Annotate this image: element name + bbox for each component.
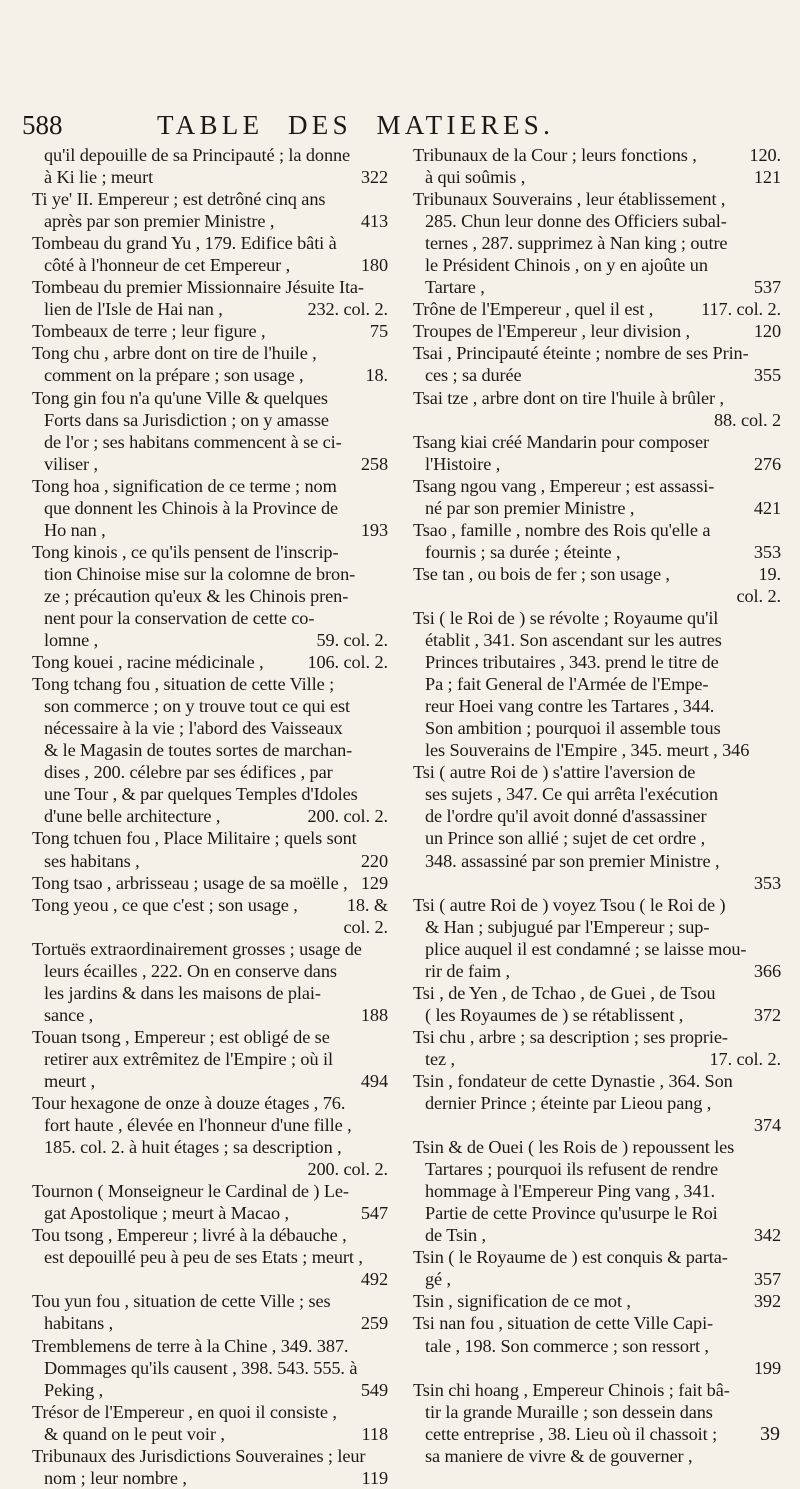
right-column [413,144,781,1467]
entry-text: 348. assassiné par son premier Ministre , [425,850,720,871]
entry-text: son commerce ; on y trouve tout ce qui est [44,696,350,717]
entry-text: Tombeau du premier Missionnaire Jésuite Ita- [32,277,364,298]
index-line [413,342,781,364]
index-line [32,916,388,938]
index-line [32,607,388,629]
entry-text: Tong kouei , racine médicinale , [32,652,264,673]
index-line [32,497,388,519]
page-reference: 549 [360,1379,388,1400]
index-line [413,1445,781,1467]
index-line [413,188,781,210]
index-line [32,805,388,827]
page-reference: 75 [369,321,388,342]
index-line [32,1158,388,1180]
entry-text: plice auquel il est condamné ; se laisse mou- [425,938,747,959]
entry-text: les Souverains de l'Empire , 345. meurt , 346 [425,740,750,761]
index-line [32,783,388,805]
index-line [32,1224,388,1246]
entry-text: Tsi ( autre Roi de ) voyez Tsou ( le Roi de ) [413,894,726,915]
page-reference: 18. [365,365,388,386]
page-reference: 357 [753,1269,781,1290]
index-line [32,431,388,453]
index-line [413,585,781,607]
entry-text: sa maniere de vivre & de gouverner , [425,1445,693,1466]
page-reference: 59. col. 2. [316,630,388,651]
entry-text: & le Magasin de toutes sortes de marchan- [44,740,353,761]
index-line [32,585,388,607]
index-line [32,1312,388,1334]
entry-text: nent pour la conservation de cette co- [44,607,315,628]
entry-text: Tong tchang fou , situation de cette Ville ; [32,674,335,695]
page-reference: 200. col. 2. [307,806,388,827]
index-line [32,387,388,409]
entry-text: Forts dans sa Jurisdiction ; on y amasse [44,409,329,430]
index-line [32,982,388,1004]
page-reference: 353 [753,541,781,562]
index-line [413,254,781,276]
entry-text: 285. Chun leur donne des Officiers subal- [425,211,727,232]
page-reference: 372 [753,1004,781,1025]
page-reference: 413 [360,211,388,232]
entry-text: le Président Chinois , on y en ajoûte un [425,255,708,276]
index-line [413,982,781,1004]
entry-text: ze ; précaution qu'eux & les Chinois pren- [44,585,349,606]
entry-text: Tribunaux Souverains , leur établissement , [413,189,726,210]
entry-text: Peking , [44,1379,104,1400]
entry-text: Tombeaux de terre ; leur figure , [32,321,266,342]
index-line [413,1423,781,1445]
index-line [32,453,388,475]
entry-text: Trésor de l'Empereur , en quoi il consiste , [32,1401,337,1422]
index-line [32,1445,388,1467]
entry-text: Tsin , signification de ce mot , [413,1291,631,1312]
entry-text: Tour hexagone de onze à douze étages , 76. [32,1093,346,1114]
entry-text: Tong hoa , signification de ce terme ; nom [32,475,337,496]
entry-text: Tsang ngou vang , Empereur ; est assassi- [413,475,715,496]
index-line [32,1246,388,1268]
page-reference: 188 [360,1004,388,1025]
entry-text: viliser , [44,453,98,474]
page-reference: 258 [360,453,388,474]
entry-text: que donnent les Chinois à la Province de [44,497,339,518]
entry-text: sance , [44,1004,94,1025]
index-line [413,541,781,563]
index-line [413,739,781,761]
page-reference: 353 [753,872,781,893]
index-line [32,695,388,717]
index-line [413,298,781,320]
page-reference: 19. [758,563,781,584]
entry-text: reur Hoei vang contre les Tartares , 344. [425,696,715,717]
index-line [413,916,781,938]
entry-text: Tsi ( autre Roi de ) s'attire l'aversion de [413,762,696,783]
index-line [413,1401,781,1423]
index-line [413,1026,781,1048]
index-line [413,497,781,519]
index-line [413,1335,781,1357]
page-reference: 180 [360,255,388,276]
index-line [32,761,388,783]
entry-text: Tong gin fou n'a qu'une Ville & quelques [32,387,328,408]
index-line [32,894,388,916]
page-title: TABLE DES MATIERES. [157,110,555,140]
index-line [413,387,781,409]
page-reference: col. 2. [343,916,388,937]
index-line [413,431,781,453]
entry-text: rir de faim , [425,960,510,981]
index-line [413,938,781,960]
index-line [413,1070,781,1092]
entry-text: ses habitans , [44,850,140,871]
index-line [32,1026,388,1048]
index-line [413,1092,781,1114]
entry-text: gé , [425,1269,451,1290]
page-reference: 117. col. 2. [701,299,781,320]
entry-text: Tsai , Principauté éteinte ; nombre de ses Prin- [413,343,749,364]
entry-text: Tartare , [425,277,485,298]
index-line [32,1423,388,1445]
entry-text: Son ambition ; pourquoi il assemble tous [425,718,721,739]
catchword: 39 [760,1423,780,1445]
entry-text: Tong yeou , ce que c'est ; son usage , [32,894,298,915]
page-reference: 199 [753,1357,781,1378]
index-line [32,409,388,431]
entry-text: Troupes de l'Empereur , leur division , [413,321,690,342]
page-reference: 492 [360,1269,388,1290]
index-line [413,850,781,872]
index-line [32,938,388,960]
entry-text: les jardins & dans les maisons de plai- [44,982,321,1003]
index-line [413,1202,781,1224]
entry-text: Dommages qu'ils causent , 398. 543. 555. à [44,1357,358,1378]
page-reference: 193 [360,519,388,540]
index-line [32,717,388,739]
page-reference: 342 [753,1225,781,1246]
index-line [413,717,781,739]
index-line [32,960,388,982]
page-reference: 421 [753,497,781,518]
page-reference: 129 [360,872,388,893]
index-line [32,1136,388,1158]
index-line [413,761,781,783]
index-line [32,1202,388,1224]
index-line [32,519,388,541]
page-reference: 118 [361,1423,388,1444]
page-number: 588 [22,110,63,140]
index-line [32,1379,388,1401]
index-line [32,673,388,695]
entry-text: l'Histoire , [425,453,501,474]
entry-text: lomne , [44,630,99,651]
index-line [32,1357,388,1379]
index-line [413,409,781,431]
page-reference: 259 [360,1313,388,1334]
page-reference: 119 [361,1467,388,1488]
entry-text: Tsin ( le Royaume de ) est conquis & parta- [413,1247,728,1268]
page-reference: 121 [753,167,781,188]
index-line [32,1268,388,1290]
entry-text: Tong tchuen fou , Place Militaire ; quels sont [32,828,357,849]
entry-text: Tortuës extraordinairement grosses ; usage de [32,938,362,959]
index-line [413,232,781,254]
entry-text: né par son premier Ministre , [425,497,635,518]
page-reference: 17. col. 2. [709,1048,781,1069]
entry-text: Tsi ( le Roi de ) se révolte ; Royaume qu'il [413,607,719,628]
index-line [413,894,781,916]
entry-text: Tong chu , arbre dont on tire de l'huile , [32,343,317,364]
entry-text: d'une belle architecture , [44,806,221,827]
entry-text: gat Apostolique ; meurt à Macao , [44,1203,289,1224]
index-line [413,166,781,188]
entry-text: Tsi nan fou , situation de cette Ville Capi- [413,1313,714,1334]
entry-text: Ho nan , [44,519,106,540]
page-reference: 537 [753,277,781,298]
index-line [32,872,388,894]
index-line [32,144,388,166]
entry-text: côté à l'honneur de cet Empereur , [44,255,291,276]
entry-text: à qui soûmis , [425,167,526,188]
entry-text: hommage à l'Empereur Ping vang , 341. [425,1181,715,1202]
index-line [32,1467,388,1489]
entry-text: Tse tan , ou bois de fer ; son usage , [413,563,670,584]
entry-text: Tou yun fou , situation de cette Ville ; ses [32,1291,331,1312]
index-line [32,1092,388,1114]
page-reference: 366 [753,960,781,981]
index-line [32,1070,388,1092]
entry-text: Pa ; fait General de l'Armée de l'Empe- [425,674,709,695]
entry-text: Trône de l'Empereur , quel il est , [413,299,654,320]
entry-text: habitans , [44,1313,114,1334]
index-line [32,1048,388,1070]
page-reference: 120 [753,321,781,342]
index-line [413,1114,781,1136]
entry-text: & Han ; subjugué par l'Empereur ; sup- [425,916,710,937]
entry-text: un Prince son allié ; sujet de cet ordre , [425,828,706,849]
entry-text: après par son premier Ministre , [44,211,275,232]
entry-text: Touan tsong , Empereur ; est obligé de se [32,1026,330,1047]
entry-text: Tombeau du grand Yu , 179. Edifice bâti à [32,233,337,254]
index-line [32,1335,388,1357]
entry-text: de l'ordre qu'il avoit donné d'assassiner [425,806,707,827]
index-line [32,541,388,563]
index-line [32,210,388,232]
entry-text: nom ; leur nombre , [44,1467,187,1488]
entry-text: leurs écailles , 222. On en conserve dans [44,960,337,981]
entry-text: meurt , [44,1070,96,1091]
index-line [413,695,781,717]
index-line [413,1158,781,1180]
index-line [413,673,781,695]
index-line [32,276,388,298]
entry-text: qu'il depouille de sa Principauté ; la donne [44,145,351,165]
index-line [32,188,388,210]
index-line [413,1246,781,1268]
entry-text: à Ki lie ; meurt [44,167,154,188]
entry-text: ternes , 287. supprimez à Nan king ; outre [425,233,728,254]
entry-text: ces ; sa durée [425,365,522,386]
entry-text: & quand on le peut voir , [44,1423,225,1444]
entry-text: de Tsin , [425,1225,486,1246]
index-line [413,563,781,585]
entry-text: Tremblemens de terre à la Chine , 349. 387. [32,1335,349,1356]
index-line [32,342,388,364]
entry-text: Tournon ( Monseigneur le Cardinal de ) Le- [32,1181,349,1202]
entry-text: dises , 200. célebre par ses édifices , par [44,762,333,783]
entry-text: Tong tsao , arbrisseau ; usage de sa moëlle , [32,872,348,893]
index-line [413,1379,781,1401]
index-line [413,1004,781,1026]
index-line [413,453,781,475]
index-line [413,144,781,166]
entry-text: de l'or ; ses habitans commencent à se ci- [44,431,342,452]
page-reference: 18. & [346,894,388,915]
index-line [413,210,781,232]
entry-text: Tribunaux de la Cour ; leurs fonctions , [413,145,697,165]
entry-text: cette entreprise , 38. Lieu où il chassoit ; [425,1423,718,1444]
index-line [413,872,781,894]
index-line [413,960,781,982]
entry-text: est depouillé peu à peu de ses Etats ; meurt , [44,1247,363,1268]
entry-text: Tong kinois , ce qu'ils pensent de l'inscrip- [32,541,339,562]
index-line [32,166,388,188]
index-line [413,276,781,298]
entry-text: dernier Prince ; éteinte par Lieou pang , [425,1093,712,1114]
page-reference: 547 [360,1203,388,1224]
page-reference: col. 2. [736,585,781,606]
index-line [32,1401,388,1423]
entry-text: Tsin & de Ouei ( les Rois de ) repoussent les [413,1137,735,1158]
entry-text: Tribunaux des Jurisdictions Souveraines ; leur [32,1445,366,1466]
entry-text: une Tour , & par quelques Temples d'Idoles [44,784,358,805]
index-line [413,1048,781,1070]
page-reference: 106. col. 2. [307,652,388,673]
page-reference: 120. [749,145,781,165]
entry-text: Tsi , de Yen , de Tchao , de Guei , de Tsou [413,982,716,1003]
index-line [32,629,388,651]
entry-text: Tou tsong , Empereur ; livré à la débauche , [32,1225,347,1246]
index-line [32,320,388,342]
entry-text: Tsang kiai créé Mandarin pour composer [413,431,709,452]
entry-text: tale , 198. Son commerce ; son ressort , [425,1335,709,1356]
left-column [32,144,388,1489]
entry-text: tez , [425,1048,455,1069]
entry-text: Ti ye' II. Empereur ; est detrôné cinq ans [32,189,326,210]
index-line [413,1290,781,1312]
index-line [32,827,388,849]
page-reference: 200. col. 2. [307,1159,388,1180]
entry-text: ( les Royaumes de ) se rétablissent , [425,1004,684,1025]
index-line [413,607,781,629]
entry-text: Partie de cette Province qu'usurpe le Roi [425,1203,718,1224]
entry-text: Tsin chi hoang , Empereur Chinois ; fait bâ- [413,1379,730,1400]
index-line [413,629,781,651]
entry-text: fournis ; sa durée ; éteinte , [425,541,621,562]
index-line [32,475,388,497]
index-line [413,1357,781,1379]
index-line [413,320,781,342]
entry-text: Tsin , fondateur de cette Dynastie , 364. Son [413,1070,733,1091]
page-reference: 374 [753,1115,781,1136]
entry-text: Tartares ; pourquoi ils refusent de rendre [425,1159,719,1180]
entry-text: 185. col. 2. à huit étages ; sa description , [44,1137,342,1158]
entry-text: Princes tributaires , 343. prend le titre de [425,652,719,673]
index-line [413,651,781,673]
entry-text: tion Chinoise mise sur la colomne de bron- [44,563,356,584]
index-line [413,805,781,827]
entry-text: ses sujets , 347. Ce qui arrêta l'exécution [425,784,718,805]
index-line [413,1268,781,1290]
page-reference: 392 [753,1291,781,1312]
entry-text: Tsai tze , arbre dont on tire l'huile à brûler , [413,387,724,408]
index-line [32,1004,388,1026]
page-reference: 220 [360,850,388,871]
index-line [32,563,388,585]
index-line [32,254,388,276]
index-line [32,232,388,254]
index-line [413,1224,781,1246]
index-line [413,827,781,849]
index-line [32,1180,388,1202]
page-header [22,110,782,144]
index-line [413,364,781,386]
index-line [32,1114,388,1136]
entry-text: retirer aux extrêmitez de l'Empire ; où il [44,1048,333,1069]
index-line [413,1136,781,1158]
index-line [413,475,781,497]
index-line [32,364,388,386]
index-line [413,783,781,805]
entry-text: tir la grande Muraille ; son dessein dans [425,1401,713,1422]
entry-text: lien de l'Isle de Hai nan , [44,299,223,320]
page-reference: 355 [753,365,781,386]
page-reference: 322 [360,167,388,188]
page-reference: 494 [360,1070,388,1091]
index-line [413,1180,781,1202]
index-line [413,1312,781,1334]
entry-text: comment on la prépare ; son usage , [44,365,304,386]
index-line [32,1290,388,1312]
index-line [32,739,388,761]
entry-text: fort haute , élevée en l'honneur d'une fille , [44,1115,352,1136]
index-line [413,519,781,541]
entry-text: Tsi chu , arbre ; sa description ; ses proprie- [413,1026,728,1047]
entry-text: nécessaire à la vie ; l'abord des Vaisseaux [44,718,343,739]
page-reference: 276 [753,453,781,474]
entry-text: Tsao , famille , nombre des Rois qu'elle a [413,519,711,540]
page-reference: 232. col. 2. [307,299,388,320]
page-reference: 88. col. 2 [713,409,781,430]
index-line [32,850,388,872]
entry-text: établit , 341. Son ascendant sur les autres [425,630,722,651]
index-line [32,298,388,320]
index-line [32,651,388,673]
